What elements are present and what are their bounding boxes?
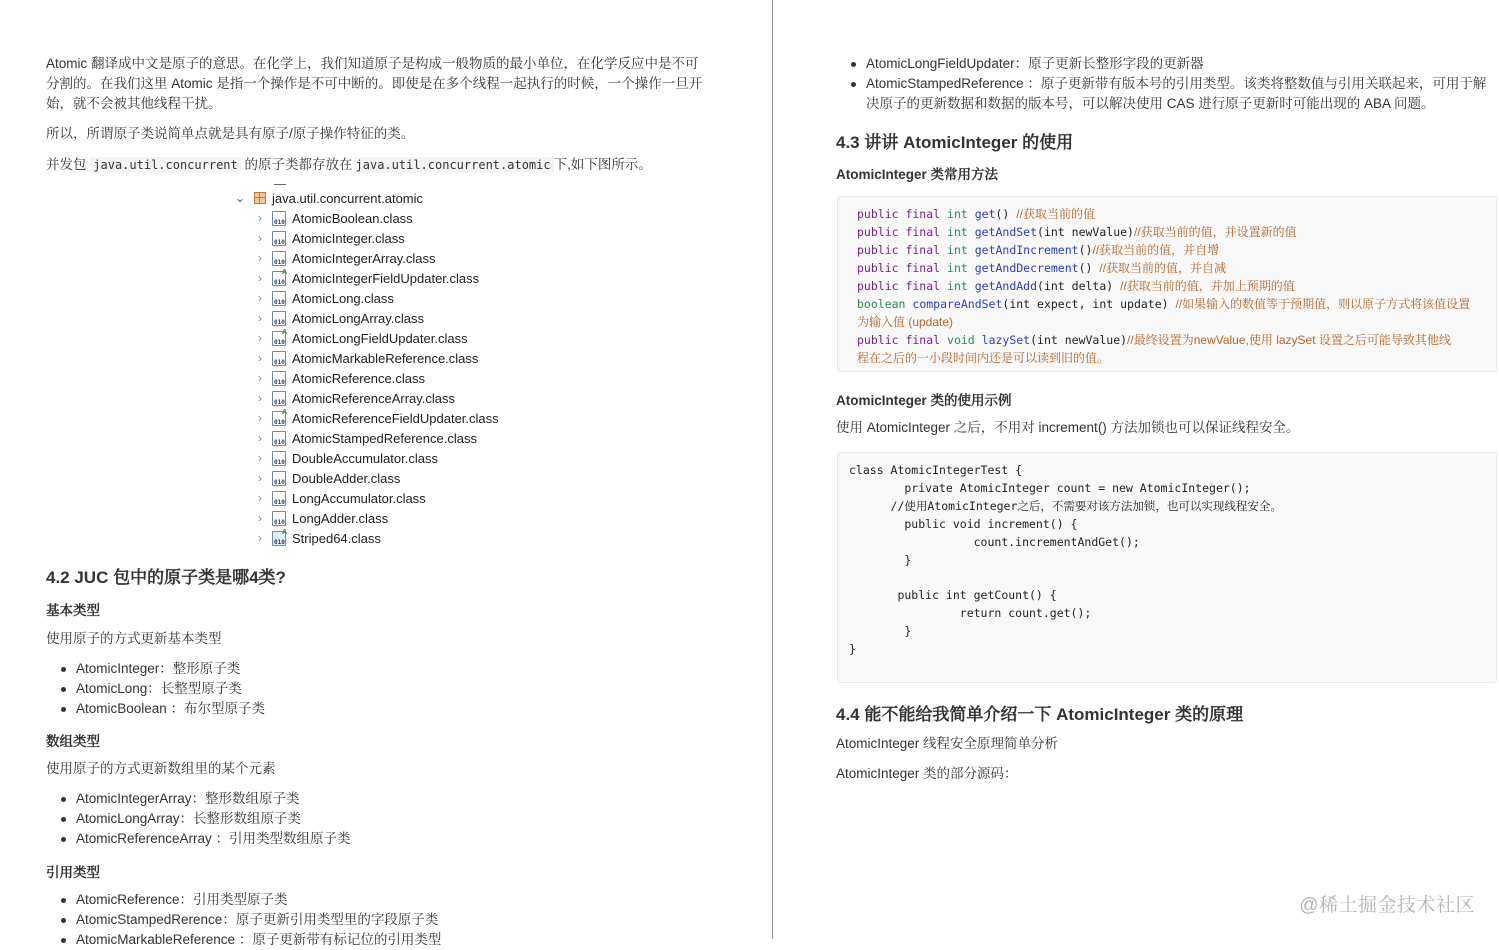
package-icon [254,192,266,204]
class-file-icon: 010 [272,211,286,226]
class-file-icon: 010 [272,451,286,466]
class-name: DoubleAccumulator.class [292,450,438,466]
package-name: java.util.concurrent.atomic [272,190,424,206]
methods-code-block [837,196,1497,372]
basic-types-desc: 使用原子的方式更新基本类型 [46,631,222,646]
chevron-right-icon[interactable]: › [258,251,262,265]
abstract-class-file-icon: A 010 [274,528,287,546]
code-line: boolean compareAndSet(int expect, int update) //如果输入的数值等于预期值，则以原子方式将该值设置 [857,297,1471,311]
tree-class-row[interactable] [252,508,499,528]
abstract-class-file-icon: A 010 [274,328,287,346]
class-name: Striped64.class [292,530,381,546]
code-line: class AtomicIntegerTest { [849,463,1023,477]
code-line: public final int get() //获取当前的值 [857,207,1095,221]
code-line: public int getCount() { [849,588,1057,602]
reference-types-heading: 引用类型 [46,865,100,880]
code-line: 为输入值 (update) [857,315,954,329]
tree-class-row[interactable] [252,248,499,268]
code-line: private AtomicInteger count = new AtomicInteger(); [849,481,1251,495]
code-line: public final int getAndIncrement()//获取当前的值，并自增 [857,243,1220,257]
list-item: AtomicMarkableReference ：原子更新带有标记位的引用类型 [46,930,726,950]
list-item: AtomicBoolean ：布尔型原子类 [46,699,726,719]
list-item: AtomicLongArray：长整形数组原子类 [46,809,726,829]
section-44-line2: AtomicInteger 类的部分源码： [836,766,1018,781]
class-file-icon: 010 [272,431,286,446]
top-list [836,54,1496,114]
package-paragraph [46,155,746,175]
section-42-title: 4.2 JUC 包中的原子类是哪4类? [46,568,286,587]
package-text-suffix: 下,如下图所示。 [553,157,652,172]
class-file-icon: 010 [272,291,286,306]
class-name: AtomicLongArray.class [292,310,424,326]
tree-class-row[interactable] [252,288,499,308]
tree-class-list [232,208,499,548]
class-file-icon: 010 [272,231,286,246]
class-file-icon: 010 [272,311,286,326]
code-line: public final void lazySet(int newValue)//最终设置为newValue,使用 lazySet 设置之后可能导致其他线 [857,333,1451,347]
inline-code-atomic: java.util.concurrent.atomic [353,157,554,173]
package-explorer-tree [232,180,499,548]
class-file-icon: 010 [272,351,286,366]
basic-types-list [46,659,726,719]
list-item: AtomicStampedReference ：原子更新带有版本号的引用类型。该类将整数值与引用关联起来，可用于解决原子的更新数据和数据的版本号，可以解决使用 CAS 进行原子更新时可能出现的 ABA 问题。 [836,74,1496,114]
class-name: LongAccumulator.class [292,490,426,506]
page-divider [772,0,773,939]
summary-paragraph: 所以，所谓原子类说简单点就是具有原子/原子操作特征的类。 [46,126,415,141]
code-line: //使用AtomicInteger之后，不需要对该方法加锁，也可以实现线程安全。 [849,499,1282,513]
basic-types-heading: 基本类型 [46,603,100,618]
code-line [849,569,1496,586]
tree-class-row[interactable] [252,428,499,448]
section-44-title: 4.4 能不能给我简单介绍一下 AtomicInteger 类的原理 [836,705,1244,724]
chevron-right-icon[interactable]: › [258,291,262,305]
chevron-right-icon[interactable]: › [258,331,262,345]
chevron-right-icon[interactable]: › [258,351,262,365]
class-name: AtomicReferenceArray.class [292,390,456,406]
tree-class-row[interactable] [252,268,499,288]
methods-heading: AtomicInteger 类常用方法 [836,167,999,182]
tree-class-row[interactable] [252,388,499,408]
tree-class-row[interactable] [252,368,499,388]
section-43-title: 4.3 讲讲 AtomicInteger 的使用 [836,133,1074,152]
class-file-icon: 010 [272,371,286,386]
example-code-block [837,452,1497,683]
section-44-line1: AtomicInteger 线程安全原理简单分析 [836,736,1059,751]
chevron-right-icon[interactable]: › [258,271,262,285]
package-text-prefix: 并发包 [46,157,91,172]
tree-package-row[interactable] [232,188,499,208]
class-name: AtomicIntegerFieldUpdater.class [292,270,480,286]
chevron-right-icon[interactable]: › [258,211,262,225]
class-file-icon: 010 [272,491,286,506]
inline-code-concurrent: java.util.concurrent [90,157,241,173]
list-item: AtomicReferenceArray ：引用类型数组原子类 [46,829,726,849]
tree-class-row[interactable] [252,328,499,348]
right-page [774,0,1499,939]
tree-class-row[interactable] [252,448,499,468]
class-file-icon: 010 [272,251,286,266]
chevron-right-icon[interactable]: › [258,471,262,485]
chevron-right-icon[interactable]: › [258,491,262,505]
abstract-class-file-icon: A 010 [274,268,287,286]
array-types-desc: 使用原子的方式更新数组里的某个元素 [46,761,276,776]
code-line: } [849,642,856,656]
code-line: } [849,553,912,567]
code-line: public final int getAndDecrement() //获取当前的值，并自减 [857,261,1227,275]
code-line: public final int getAndSet(int newValue)//获取当前的值，并设置新的值 [857,225,1297,239]
intro-paragraph: Atomic 翻译成中文是原子的意思。在化学上，我们知道原子是构成一般物质的最小单位，在化学反应中是不可分割的。在我们这里 Atomic 是指一个操作是不可中断的。即使是在多个线程一起执行的时候，一个操作一旦开始，就不会被其他线程干扰。 [46,56,703,111]
package-text-middle: 的原子类都存放在 [240,157,353,172]
class-name: AtomicInteger.class [292,230,405,246]
list-item: AtomicStampedRerence：原子更新引用类型里的字段原子类 [46,910,726,930]
chevron-right-icon[interactable]: › [258,431,262,445]
class-name: LongAdder.class [292,510,389,526]
class-name: AtomicIntegerArray.class [292,250,436,266]
watermark: @稀土掘金技术社区 [1299,895,1475,916]
chevron-right-icon[interactable]: › [258,451,262,465]
class-name: AtomicMarkableReference.class [292,350,479,366]
tree-class-row[interactable] [252,488,499,508]
tree-class-row[interactable] [252,308,499,328]
tree-class-row[interactable] [252,408,499,428]
chevron-right-icon[interactable]: › [258,511,262,525]
tree-class-row[interactable] [252,228,499,248]
list-item: AtomicInteger：整形原子类 [46,659,726,679]
class-name: DoubleAdder.class [292,470,401,486]
chevron-right-icon[interactable]: › [258,311,262,325]
class-name: AtomicReferenceFieldUpdater.class [292,410,499,426]
chevron-right-icon[interactable]: › [258,411,262,425]
class-name: AtomicReference.class [292,370,425,386]
list-item: AtomicLongFieldUpdater：原子更新长整形字段的更新器 [836,54,1496,74]
class-name: AtomicBoolean.class [292,210,413,226]
list-item: AtomicLong：长整型原子类 [46,679,726,699]
class-file-icon: 010 [272,511,286,526]
class-file-icon: 010 [272,471,286,486]
chevron-down-icon[interactable]: ⌄ [234,191,246,205]
example-desc: 使用 AtomicInteger 之后，不用对 increment() 方法加锁也可以保证线程安全。 [836,420,1300,435]
tree-stub-line [274,184,286,185]
tree-class-row[interactable] [252,528,499,548]
class-name: AtomicStampedReference.class [292,430,477,446]
tree-class-row[interactable] [252,468,499,488]
code-line: public final int getAndAdd(int delta) //获取当前的值，并加上预期的值 [857,279,1295,293]
tree-class-row[interactable] [252,348,499,368]
code-line: 程在之后的一小段时间内还是可以读到旧的值。 [857,351,1110,365]
chevron-right-icon[interactable]: › [258,391,262,405]
code-line: public void increment() { [849,517,1078,531]
tree-class-row[interactable] [252,208,499,228]
chevron-right-icon[interactable]: › [258,531,262,545]
class-file-icon: 010 [272,391,286,406]
class-name: AtomicLong.class [292,290,394,306]
abstract-class-file-icon: A 010 [274,408,287,426]
array-types-heading: 数组类型 [46,734,100,749]
code-line: return count.get(); [849,606,1092,620]
list-item: AtomicReference：引用类型原子类 [46,890,726,910]
array-types-list [46,789,726,849]
code-line: count.incrementAndGet(); [849,535,1140,549]
list-item: AtomicIntegerArray：整形数组原子类 [46,789,726,809]
code-line: } [849,624,912,638]
chevron-right-icon[interactable]: › [258,231,262,245]
reference-types-list [46,890,726,950]
class-name: AtomicLongFieldUpdater.class [292,330,468,346]
chevron-right-icon[interactable]: › [258,371,262,385]
example-heading: AtomicInteger 类的使用示例 [836,393,1012,408]
